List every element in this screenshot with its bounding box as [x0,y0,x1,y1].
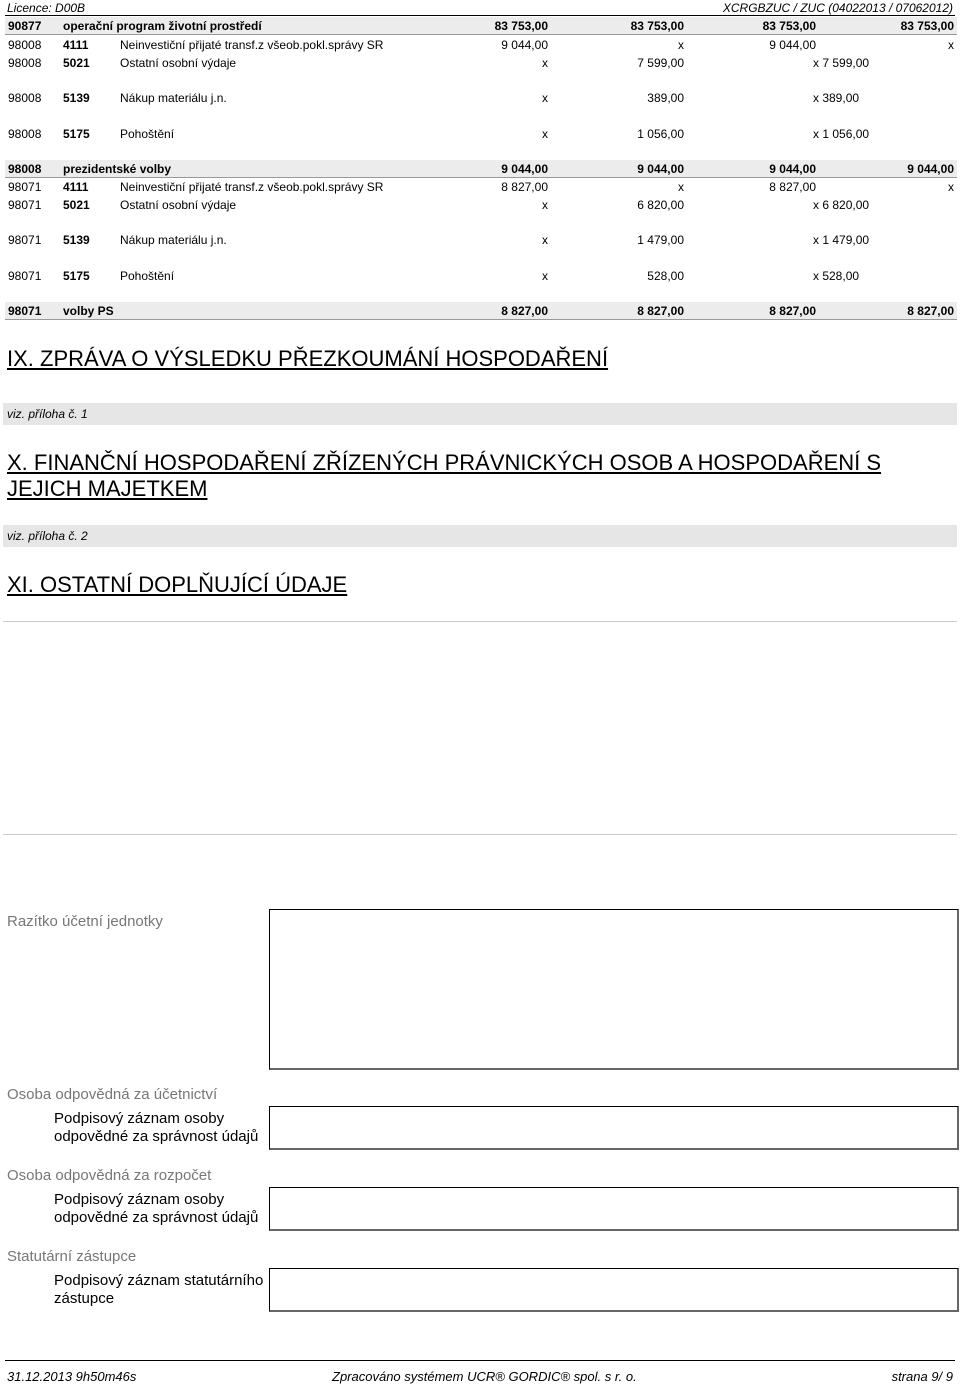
caption-line: zástupce [54,1290,115,1307]
footer-divider [5,1360,955,1361]
section-ix-title: IX. ZPRÁVA O VÝSLEDKU PŘEZKOUMÁNÍ HOSPODAŘENÍ [7,346,609,371]
value-1: x [542,56,548,70]
row-description: Neinvestiční přijaté transf.z všeob.pokl.správy SR [120,38,384,52]
stamp-label: Razítko účetní jednotky [7,913,163,930]
item-code: 5175 [63,127,90,141]
value-1: x [542,198,548,212]
table-row [5,125,957,142]
budget-signature-box[interactable] [269,1187,959,1231]
value-4: 8 827,00 [907,304,954,318]
table-row [5,196,957,213]
row-description: prezidentské volby [63,162,172,176]
org-code: 98071 [8,180,42,194]
section-x-title-line2: JEJICH MAJETKEM [7,476,208,501]
value-2: 83 753,00 [630,19,684,33]
value-1: x [542,269,548,283]
org-code: 98008 [8,162,42,176]
value-3: x 1 479,00 [813,233,870,247]
value-3: x 1 056,00 [813,127,870,141]
divider [3,834,957,835]
value-2: 389,00 [647,91,684,105]
section-x-title-line1: X. FINANČNÍ HOSPODAŘENÍ ZŘÍZENÝCH PRÁVNICKÝCH OSOB A HOSPODAŘENÍ S [7,450,882,475]
footer-system: Zpracováno systémem UCR® GORDIC® spol. s r. o. [332,1369,637,1384]
org-code: 98071 [8,233,42,247]
value-3: 83 753,00 [762,19,816,33]
org-code: 98008 [8,56,42,70]
stamp-box[interactable] [269,909,959,1070]
section-ix-note-bar [3,403,957,425]
table-row-sum [5,160,957,178]
value-3: x 7 599,00 [813,56,870,70]
accounting-person-label: Osoba odpovědná za účetnictví [7,1086,218,1103]
page-header [0,0,960,16]
row-description: Neinvestiční přijaté transf.z všeob.pokl.správy SR [120,180,384,194]
row-description: Ostatní osobní výdaje [120,56,237,70]
section-x-title [7,450,881,502]
item-code: 5139 [63,233,90,247]
value-1: 83 753,00 [494,19,548,33]
table-row-sum [5,302,957,320]
value-1: 9 044,00 [501,38,548,52]
value-3: 8 827,00 [769,180,816,194]
value-4: x [948,38,954,52]
value-4: 9 044,00 [907,162,954,176]
section-ix-note: viz. příloha č. 1 [7,407,88,421]
caption-line: Podpisový záznam osoby [54,1191,225,1208]
divider [3,621,957,622]
item-code: 4111 [63,38,89,52]
statutory-signature-caption [54,1272,269,1308]
value-2: 1 479,00 [637,233,684,247]
value-1: x [542,233,548,247]
table-row [5,267,957,284]
value-2: 1 056,00 [637,127,684,141]
value-3: x 6 820,00 [813,198,870,212]
value-1: 9 044,00 [501,162,548,176]
value-2: 9 044,00 [637,162,684,176]
org-code: 98008 [8,38,42,52]
item-code: 4111 [63,180,89,194]
value-2: 8 827,00 [637,304,684,318]
value-2: 6 820,00 [637,198,684,212]
statutory-signature-box[interactable] [269,1268,959,1312]
value-3: 8 827,00 [769,304,816,318]
org-code: 98071 [8,269,42,283]
statutory-label: Statutární zástupce [7,1248,137,1265]
section-xi-title: XI. OSTATNÍ DOPLŇUJÍCÍ ÚDAJE [7,572,348,597]
footer-timestamp: 31.12.2013 9h50m46s [7,1369,137,1384]
value-1: x [542,91,548,105]
org-code: 98071 [8,304,42,318]
caption-line: Podpisový záznam osoby [54,1110,225,1127]
footer-page-number: strana 9/ 9 [891,1369,953,1384]
value-2: x [678,38,684,52]
item-code: 5175 [63,269,90,283]
accounting-signature-caption [54,1110,269,1146]
value-3: 9 044,00 [769,38,816,52]
row-description: Pohoštění [120,127,175,141]
row-description: Nákup materiálu j.n. [120,233,227,247]
row-description: Pohoštění [120,269,175,283]
page-footer [0,1360,960,1385]
value-4: 83 753,00 [900,19,954,33]
value-4: x [948,180,954,194]
org-code: 98008 [8,127,42,141]
table-row [5,36,957,53]
header-divider [5,15,955,16]
table-row [5,89,957,106]
row-description: Nákup materiálu j.n. [120,91,227,105]
caption-line: Podpisový záznam statutárního [54,1272,264,1289]
section-x-note-bar [3,525,957,547]
org-code: 98071 [8,198,42,212]
item-code: 5021 [63,198,90,212]
value-1: 8 827,00 [501,180,548,194]
row-description: operační program životní prostředí [63,19,262,33]
row-description: volby PS [63,304,114,318]
value-1: x [542,127,548,141]
value-3: x 528,00 [813,269,860,283]
budget-person-label: Osoba odpovědná za rozpočet [7,1167,212,1184]
section-x-note: viz. příloha č. 2 [7,529,88,543]
value-2: 528,00 [647,269,684,283]
value-3: x 389,00 [813,91,860,105]
report-code: XCRGBZUC / ZUC (04022013 / 07062012) [722,1,953,15]
table-row [5,54,957,71]
table-row-sum [5,17,957,35]
item-code: 5021 [63,56,90,70]
table-row [5,231,957,248]
budget-signature-caption [54,1191,269,1227]
row-description: Ostatní osobní výdaje [120,198,237,212]
item-code: 5139 [63,91,90,105]
caption-line: odpovědné za správnost údajů [54,1128,259,1145]
org-code: 90877 [8,19,42,33]
value-1: 8 827,00 [501,304,548,318]
table-row [5,178,957,195]
licence-text: Licence: D00B [7,1,86,15]
value-2: 7 599,00 [637,56,684,70]
caption-line: odpovědné za správnost údajů [54,1209,259,1226]
value-3: 9 044,00 [769,162,816,176]
value-2: x [678,180,684,194]
org-code: 98008 [8,91,42,105]
accounting-signature-box[interactable] [269,1106,959,1150]
